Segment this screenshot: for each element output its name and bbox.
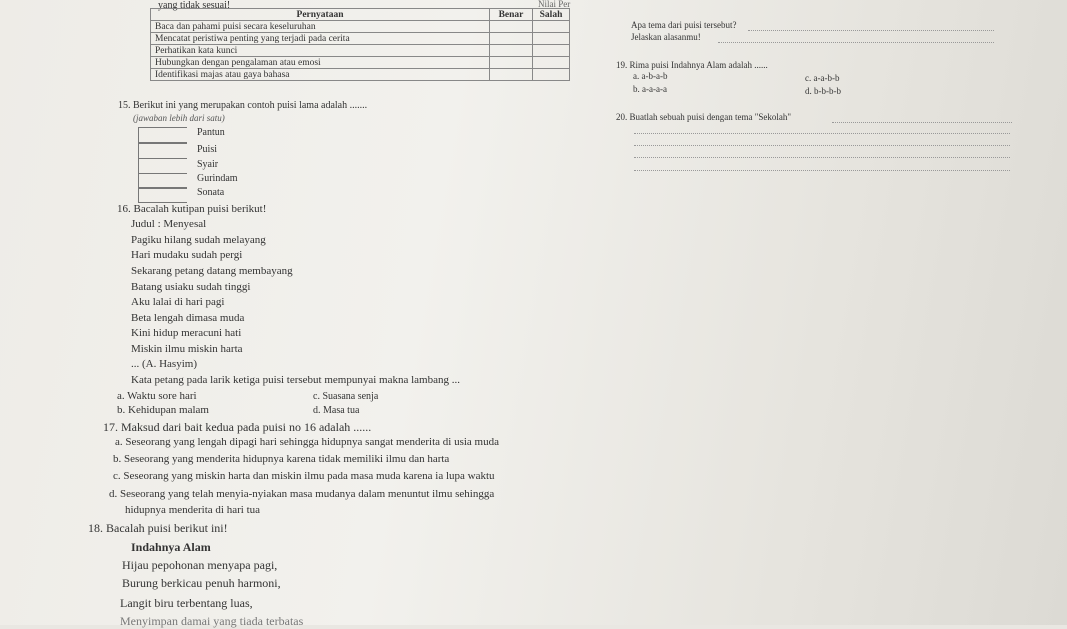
true-cell[interactable] [490,45,533,57]
q16-option-b: b. Kehidupan malam [117,404,209,416]
poem-line: Burung berkicau penuh harmoni, [122,576,281,590]
table-row [151,69,570,81]
q18-poem-title: Indahnya Alam [131,540,211,554]
false-cell[interactable] [533,45,570,57]
option-sonata: Sonata [197,187,225,198]
q17-option-a: a. Seseorang yang lengah dipagi hari sehingga hidupnya sangat menderita di usia muda [115,436,499,448]
poem-line: Kini hidup meracuni hati [131,327,242,339]
statement-cell: Baca dan pahami puisi secara keseluruhan [151,21,490,33]
statement-cell: Hubungkan dengan pengalaman atau emosi [151,57,490,69]
q19-option-d: d. b-b-b-b [805,86,841,96]
answer-line[interactable] [832,122,1012,123]
true-cell[interactable] [490,69,533,81]
option-gurindam: Gurindam [197,173,238,184]
poem-line: Menyimpan damai yang tiada terbatas [120,614,304,628]
false-cell[interactable] [533,57,570,69]
true-cell[interactable] [490,57,533,69]
q17-option-b: b. Seseorang yang menderita hidupnya karena tidak memiliki ilmu dan harta [113,453,450,465]
answer-line[interactable] [634,145,1010,146]
statement-cell: Identifikasi majas atau gaya bahasa [151,69,490,81]
q18-question: 18. Bacalah puisi berikut ini! [88,521,228,535]
checkbox-syair[interactable] [138,158,187,174]
statement-table [150,8,570,81]
q15-question: 15. Berikut ini yang merupakan contoh puisi lama adalah ....... [118,100,368,111]
question-tema: Apa tema dari puisi tersebut? [631,20,737,30]
poem-line: Aku lalai di hari pagi [131,296,225,308]
option-syair: Syair [197,159,219,170]
corner-note: Nilai Per [538,0,571,9]
statement-cell: Mencatat peristiwa penting yang terjadi pada cerita [151,33,490,45]
q17-option-c: c. Seseorang yang miskin harta dan miskin ilmu pada masa muda karena ia lupa waktu [113,470,495,482]
q15-note: (jawaban lebih dari satu) [133,113,225,123]
option-pantun: Pantun [197,127,225,138]
true-cell[interactable] [490,21,533,33]
answer-line[interactable] [718,42,994,43]
q19-option-b: b. a-a-a-a [633,84,667,94]
q19-option-a: a. a-b-a-b [633,71,668,81]
q16-question: 16. Bacalah kutipan puisi berikut! [117,203,267,215]
checkbox-pantun[interactable] [138,127,187,143]
poem-line: Pagiku hilang sudah melayang [131,234,266,246]
table-row [151,45,570,57]
q17-option-d-continued: hidupnya menderita di hari tua [125,504,261,516]
poem-line: Sekarang petang datang membayang [131,265,293,277]
table-header-row [151,9,570,21]
checkbox-puisi[interactable] [138,143,187,159]
poem-line: Hijau pepohonan menyapa pagi, [122,558,278,572]
table-row [151,57,570,69]
false-cell[interactable] [533,33,570,45]
poem-line: Langit biru terbentang luas, [120,596,253,610]
q20-question: 20. Buatlah sebuah puisi dengan tema "Sekolah" [616,112,792,122]
answer-line[interactable] [634,157,1010,158]
q19-question: 19. Rima puisi Indahnya Alam adalah ...... [616,60,768,70]
q19-option-c: c. a-a-b-b [805,73,840,83]
q16-option-d: d. Masa tua [313,405,360,416]
q16-option-c: c. Suasana senja [313,391,379,402]
poem-author: ... (A. Hasyim) [131,358,197,370]
answer-line[interactable] [748,30,994,31]
poem-line: Miskin ilmu miskin harta [131,343,243,355]
false-cell[interactable] [533,21,570,33]
poem-line: Beta lengah dimasa muda [131,312,245,324]
answer-line[interactable] [634,133,1010,134]
q17-question: 17. Maksud dari bait kedua pada puisi no 16 adalah ...... [103,420,372,434]
table-row [151,33,570,45]
statement-cell: Perhatikan kata kunci [151,45,490,57]
q16-poem-title: Judul : Menyesal [131,218,207,230]
intro-text: yang tidak sesuai! [158,0,231,11]
q17-option-d: d. Seseorang yang telah menyia-nyiakan masa mudanya dalam menuntut ilmu sehingga [109,488,495,500]
option-puisi: Puisi [197,144,218,155]
column-header-statement: Pernyataan [151,9,490,21]
answer-line[interactable] [634,170,1010,171]
column-header-true: Benar [490,9,533,21]
column-header-false: Salah [533,9,570,21]
q16-option-a: a. Waktu sore hari [117,390,197,402]
q16-prompt: Kata petang pada larik ketiga puisi tersebut mempunyai makna lambang ... [131,374,460,386]
false-cell[interactable] [533,69,570,81]
table-row [151,21,570,33]
poem-line: Hari mudaku sudah pergi [131,249,243,261]
question-jelaskan: Jelaskan alasanmu! [631,32,701,42]
poem-line: Batang usiaku sudah tinggi [131,281,251,293]
checkbox-sonata[interactable] [138,187,187,203]
true-cell[interactable] [490,33,533,45]
